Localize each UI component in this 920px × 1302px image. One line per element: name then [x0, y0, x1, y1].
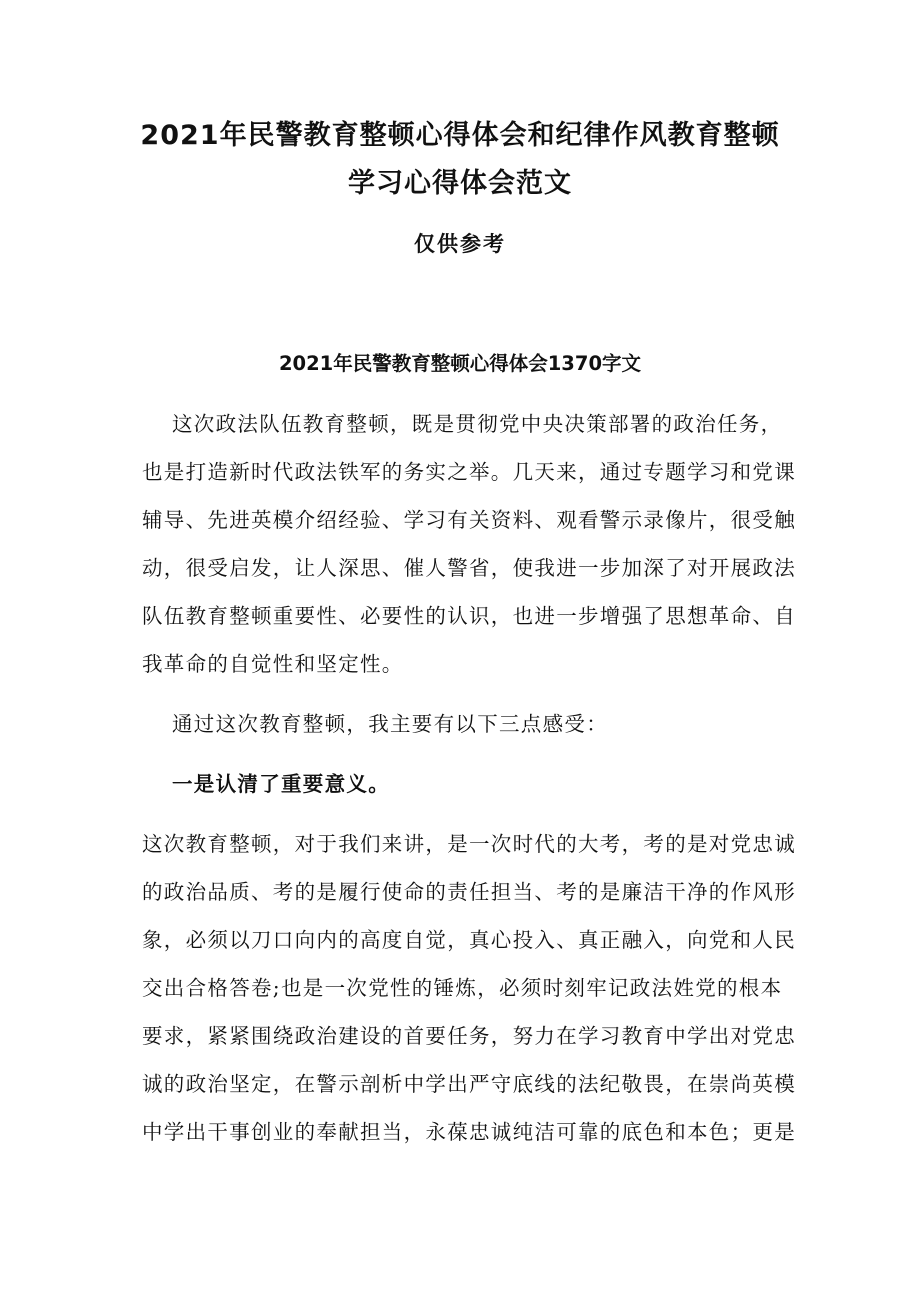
paragraph1-line: 这次政法队伍教育整顿，既是贯彻党中央决策部署的政治任务，	[172, 412, 783, 436]
paragraph3-line: 诚的政治坚定，在警示剖析中学出严守底线的法纪敬畏，在崇尚英模	[142, 1072, 796, 1096]
paragraph3-line: 的政治品质、考的是履行使命的责任担当、考的是廉洁干净的作风形	[142, 880, 796, 904]
point1-heading: 一是认清了重要意义。	[172, 772, 390, 796]
paragraph3-line: 要求，紧紧围绕政治建设的首要任务，努力在学习教育中学出对党忠	[142, 1024, 796, 1048]
paragraph3-line: 交出合格答卷;也是一次党性的锤炼，必须时刻牢记政法姓党的根本	[142, 976, 783, 1000]
document-title-line2: 学习心得体会范文	[348, 168, 572, 199]
section-title: 2021年民警教育整顿心得体会1370字文	[278, 352, 642, 375]
paragraph3-line: 象，必须以刀口向内的高度自觉，真心投入、真正融入，向党和人民	[142, 928, 796, 952]
paragraph2: 通过这次教育整顿，我主要有以下三点感受：	[172, 712, 608, 736]
paragraph1-line: 动，很受启发，让人深思、催人警省，使我进一步加深了对开展政法	[142, 556, 796, 580]
document-title-line1: 2021年民警教育整顿心得体会和纪律作风教育整顿	[140, 120, 780, 151]
document-subtitle: 仅供参考	[414, 232, 506, 256]
paragraph1-line: 我革命的自觉性和坚定性。	[142, 652, 404, 676]
paragraph1-line: 队伍教育整顿重要性、必要性的认识，也进一步增强了思想革命、自	[142, 604, 796, 628]
paragraph3-line: 这次教育整顿，对于我们来讲，是一次时代的大考，考的是对党忠诚	[142, 832, 796, 856]
paragraph1-line: 辅导、先进英模介绍经验、学习有关资料、观看警示录像片，很受触	[142, 508, 796, 532]
paragraph3-line: 中学出干事创业的奉献担当，永葆忠诚纯洁可靠的底色和本色；更是	[142, 1120, 796, 1144]
paragraph1-line: 也是打造新时代政法铁军的务实之举。几天来，通过专题学习和党课	[142, 460, 796, 484]
